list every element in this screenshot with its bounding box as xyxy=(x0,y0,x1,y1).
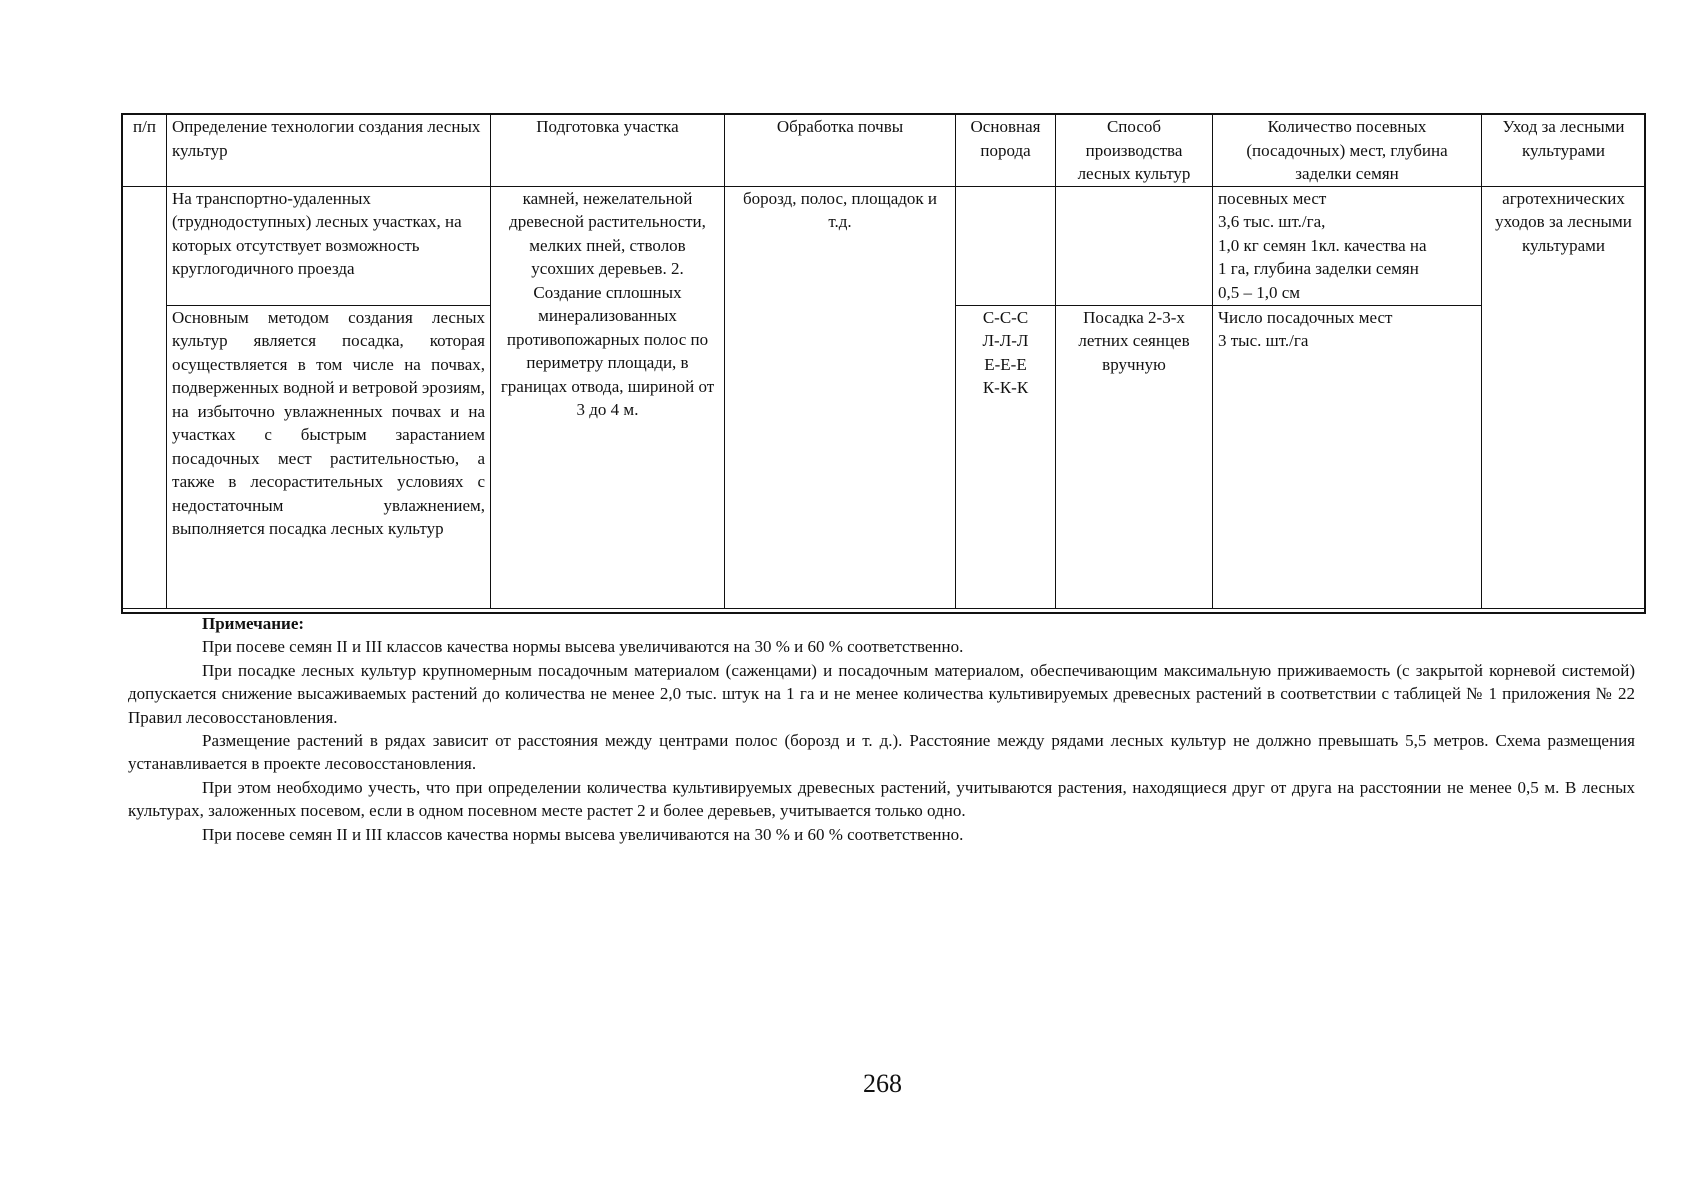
table-header-row xyxy=(123,115,1646,187)
row-species-cell xyxy=(956,186,1056,305)
header-production-method: Способ производства лесных культур xyxy=(1056,115,1213,187)
page-number: 268 xyxy=(863,1069,902,1098)
care-cell: агротехнических уходов за лесными культурами xyxy=(1482,186,1646,608)
quantity-line: 3,6 тыс. шт./га, xyxy=(1218,212,1326,231)
site-preparation-cell: камней, нежелательной древесной растительности, мелких пней, стволов усохших деревьев. 2. Создание сплошных минерализованных противопожарных полос по периметру площади, в границах отвода, шириной от 3 до 4 м. xyxy=(491,186,725,608)
notes-section xyxy=(128,612,1635,846)
row-method-cell: Посадка 2-3-х летних сеянцев вручную xyxy=(1056,305,1213,608)
species-line: Е-Е-Е xyxy=(984,354,1027,374)
row-quantity-cell xyxy=(1213,305,1482,608)
header-preparation: Подготовка участка xyxy=(491,115,725,187)
quantity-line: Число посадочных мест xyxy=(1218,307,1393,327)
quantity-line: 0,5 – 1,0 см xyxy=(1218,282,1301,302)
row-species-cell xyxy=(956,305,1056,608)
table-row xyxy=(123,186,1646,305)
note-paragraph: При посеве семян II и III классов качества нормы высева увеличиваются на 30 % и 60 % соответственно. xyxy=(202,824,964,844)
row-technology-cell: На транспортно-удаленных (труднодоступных) лесных участках, на которых отсутствует возможность круглогодичного проезда xyxy=(167,186,491,305)
header-main-species: Основная порода xyxy=(956,115,1056,187)
header-technology: Определение технологии создания лесных культур xyxy=(167,115,491,187)
notes-title: Примечание: xyxy=(202,614,305,633)
row-number-cell xyxy=(123,186,167,608)
note-paragraph: Размещение растений в рядах зависит от расстояния между центрами полос (борозд и т. д.). Расстояние между рядами лесных культур не должно превышать 5,5 метров. Схема размещения устанавливается в проекте лесовосстановления. xyxy=(128,731,1635,774)
note-paragraph: При этом необходимо учесть, что при определении количества культивируемых древесных растений, учитываются растения, находящиеся друг от друга на расстоянии не менее 0,5 м. В лесных культурах, заложенных посевом, если в одном посевном месте растет 2 и более деревьев, учитывается только одно. xyxy=(128,777,1635,821)
header-soil-treatment: Обработка почвы xyxy=(725,115,956,187)
row-quantity-cell xyxy=(1213,186,1482,305)
note-paragraph: При посадке лесных культур крупномерным посадочным материалом (саженцами) и посадочным материалом, обеспечивающим максимальную приживаемость (с закрытой корневой системой) допускается снижение высаживаемых растений до количества не менее 2,0 тыс. штук на 1 га и не менее количества культивируемых древесных растений в соответствии с таблицей № 1 приложения № 22 Правил лесовосстановления. xyxy=(128,660,1635,727)
species-line: Л-Л-Л xyxy=(982,331,1029,350)
species-line: С-С-С xyxy=(982,307,1029,327)
header-care: Уход за лесными культурами xyxy=(1482,115,1646,187)
header-quantity: Количество посевных (посадочных) мест, глубина заделки семян xyxy=(1213,115,1482,187)
forest-culture-table xyxy=(122,114,1646,609)
row-technology-cell: Основным методом создания лесных культур является посадка, которая осуществляется в том числе на почвах, подверженных водной и ветровой эрозиям, на избыточно увлажненных почвах и на участках с быстрым зарастанием посадочных мест растительностью, а также в лесорастительных условиях с недостаточным увлажнением, выполняется посадка лесных культур xyxy=(167,305,491,608)
header-number: п/п xyxy=(123,115,167,187)
soil-treatment-cell: борозд, полос, площадок и т.д. xyxy=(725,186,956,608)
species-line: К-К-К xyxy=(982,378,1029,397)
quantity-line: посевных мест xyxy=(1218,188,1327,208)
quantity-line: 1 га, глубина заделки семян xyxy=(1218,259,1419,278)
quantity-line: 1,0 кг семян 1кл. качества на xyxy=(1218,235,1427,255)
note-paragraph: При посеве семян II и III классов качества нормы высева увеличиваются на 30 % и 60 % соответственно. xyxy=(202,637,964,657)
row-method-cell xyxy=(1056,186,1213,305)
quantity-line: 3 тыс. шт./га xyxy=(1218,331,1309,350)
